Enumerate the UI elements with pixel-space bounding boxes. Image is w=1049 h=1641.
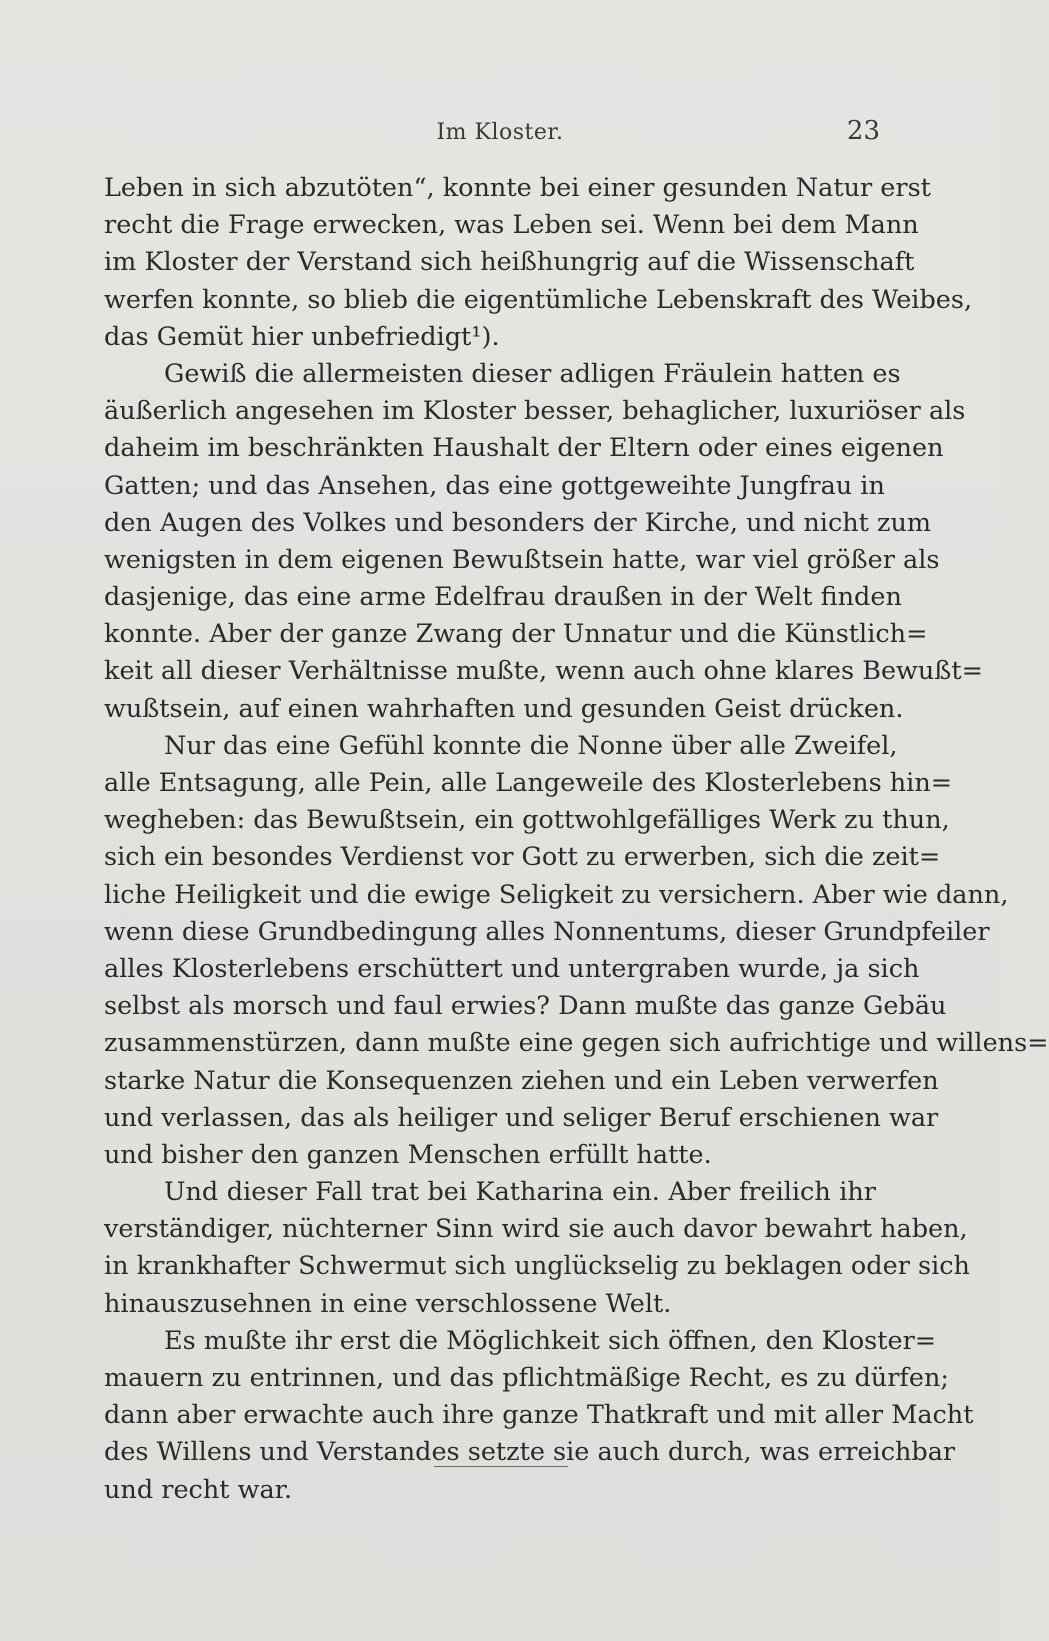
text-line: Und dieser Fall trat bei Katharina ein. Aber freilich ihr: [164, 1177, 876, 1208]
text-line: Nur das eine Gefühl konnte die Nonne über alle Zweifel,: [164, 730, 898, 761]
page-number: 23: [846, 116, 880, 146]
text-line: und recht war.: [104, 1474, 293, 1505]
body-text: [104, 170, 1049, 1509]
text-line: wenn diese Grundbedingung alles Nonnentums, dieser Grundpfeiler: [104, 916, 990, 947]
text-line: äußerlich angesehen im Kloster besser, behaglicher, luxuriöser als: [104, 396, 966, 427]
text-line: dann aber erwachte auch ihre ganze Thatkraft und mit aller Macht: [104, 1400, 974, 1431]
text-line: wenigsten in dem eigenen Bewußtsein hatte, war viel größer als: [104, 544, 940, 575]
running-head-title: Im Kloster.: [436, 120, 564, 145]
text-line: konnte. Aber der ganze Zwang der Unnatur und die Künstlich=: [104, 619, 928, 650]
text-line: mauern zu entrinnen, und das pflichtmäßige Recht, es zu dürfen;: [104, 1363, 949, 1393]
text-line: sich ein besondes Verdienst vor Gott zu erwerben, sich die zeit=: [104, 842, 941, 873]
text-line: liche Heiligkeit und die ewige Seligkeit zu versichern. Aber wie dann,: [104, 879, 1009, 910]
text-line: wegheben: das Bewußtsein, ein gottwohlgefälliges Werk zu thun,: [104, 805, 950, 836]
text-line: starke Natur die Konsequenzen ziehen und ein Leben verwerfen: [104, 1065, 939, 1096]
text-line: und bisher den ganzen Menschen erfüllt hatte.: [104, 1139, 712, 1170]
text-line: wußtsein, auf einen wahrhaften und gesunden Geist drücken.: [104, 693, 904, 724]
text-line: Gatten; und das Ansehen, das eine gottgeweihte Jungfrau in: [104, 470, 885, 501]
text-line: und verlassen, das als heiliger und seliger Beruf erschienen war: [104, 1102, 939, 1133]
text-line: selbst als morsch und faul erwies? Dann mußte das ganze Gebäu: [104, 991, 947, 1022]
text-line: verständiger, nüchterner Sinn wird sie auch davor bewahrt haben,: [104, 1214, 968, 1245]
text-line: in krankhafter Schwermut sich unglückselig zu beklagen oder sich: [104, 1251, 970, 1282]
text-line: daheim im beschränkten Haushalt der Eltern oder eines eigenen: [104, 433, 944, 464]
text-line: hinauszusehnen in eine verschlossene Welt.: [104, 1288, 672, 1319]
text-line: dasjenige, das eine arme Edelfrau draußen in der Welt finden: [104, 582, 902, 613]
text-line: alles Klosterlebens erschüttert und untergraben wurde, ja sich: [104, 953, 920, 984]
end-divider: [434, 1466, 568, 1467]
text-line: das Gemüt hier unbefriedigt¹).: [104, 321, 500, 352]
text-line: im Kloster der Verstand sich heißhungrig auf die Wissenschaft: [104, 247, 915, 278]
text-line: zusammenstürzen, dann mußte eine gegen sich aufrichtige und willens=: [104, 1028, 1049, 1059]
text-line: des Willens und Verstandes setzte sie auch durch, was erreichbar: [104, 1437, 956, 1468]
text-line: alle Entsagung, alle Pein, alle Langeweile des Klosterlebens hin=: [104, 768, 953, 798]
text-line: Gewiß die allermeisten dieser adligen Fräulein hatten es: [164, 358, 901, 389]
text-line: den Augen des Volkes und besonders der Kirche, und nicht zum: [104, 507, 932, 538]
text-line: Leben in sich abzutöten“, konnte bei einer gesunden Natur erst: [104, 173, 931, 203]
running-head: [0, 116, 1000, 156]
text-line: werfen konnte, so blieb die eigentümliche Lebenskraft des Weibes,: [104, 284, 973, 315]
text-line: keit all dieser Verhältnisse mußte, wenn auch ohne klares Bewußt=: [104, 656, 983, 687]
text-line: Es mußte ihr erst die Möglichkeit sich öffnen, den Kloster=: [164, 1325, 937, 1356]
text-line: recht die Frage erwecken, was Leben sei. Wenn bei dem Mann: [104, 210, 919, 241]
